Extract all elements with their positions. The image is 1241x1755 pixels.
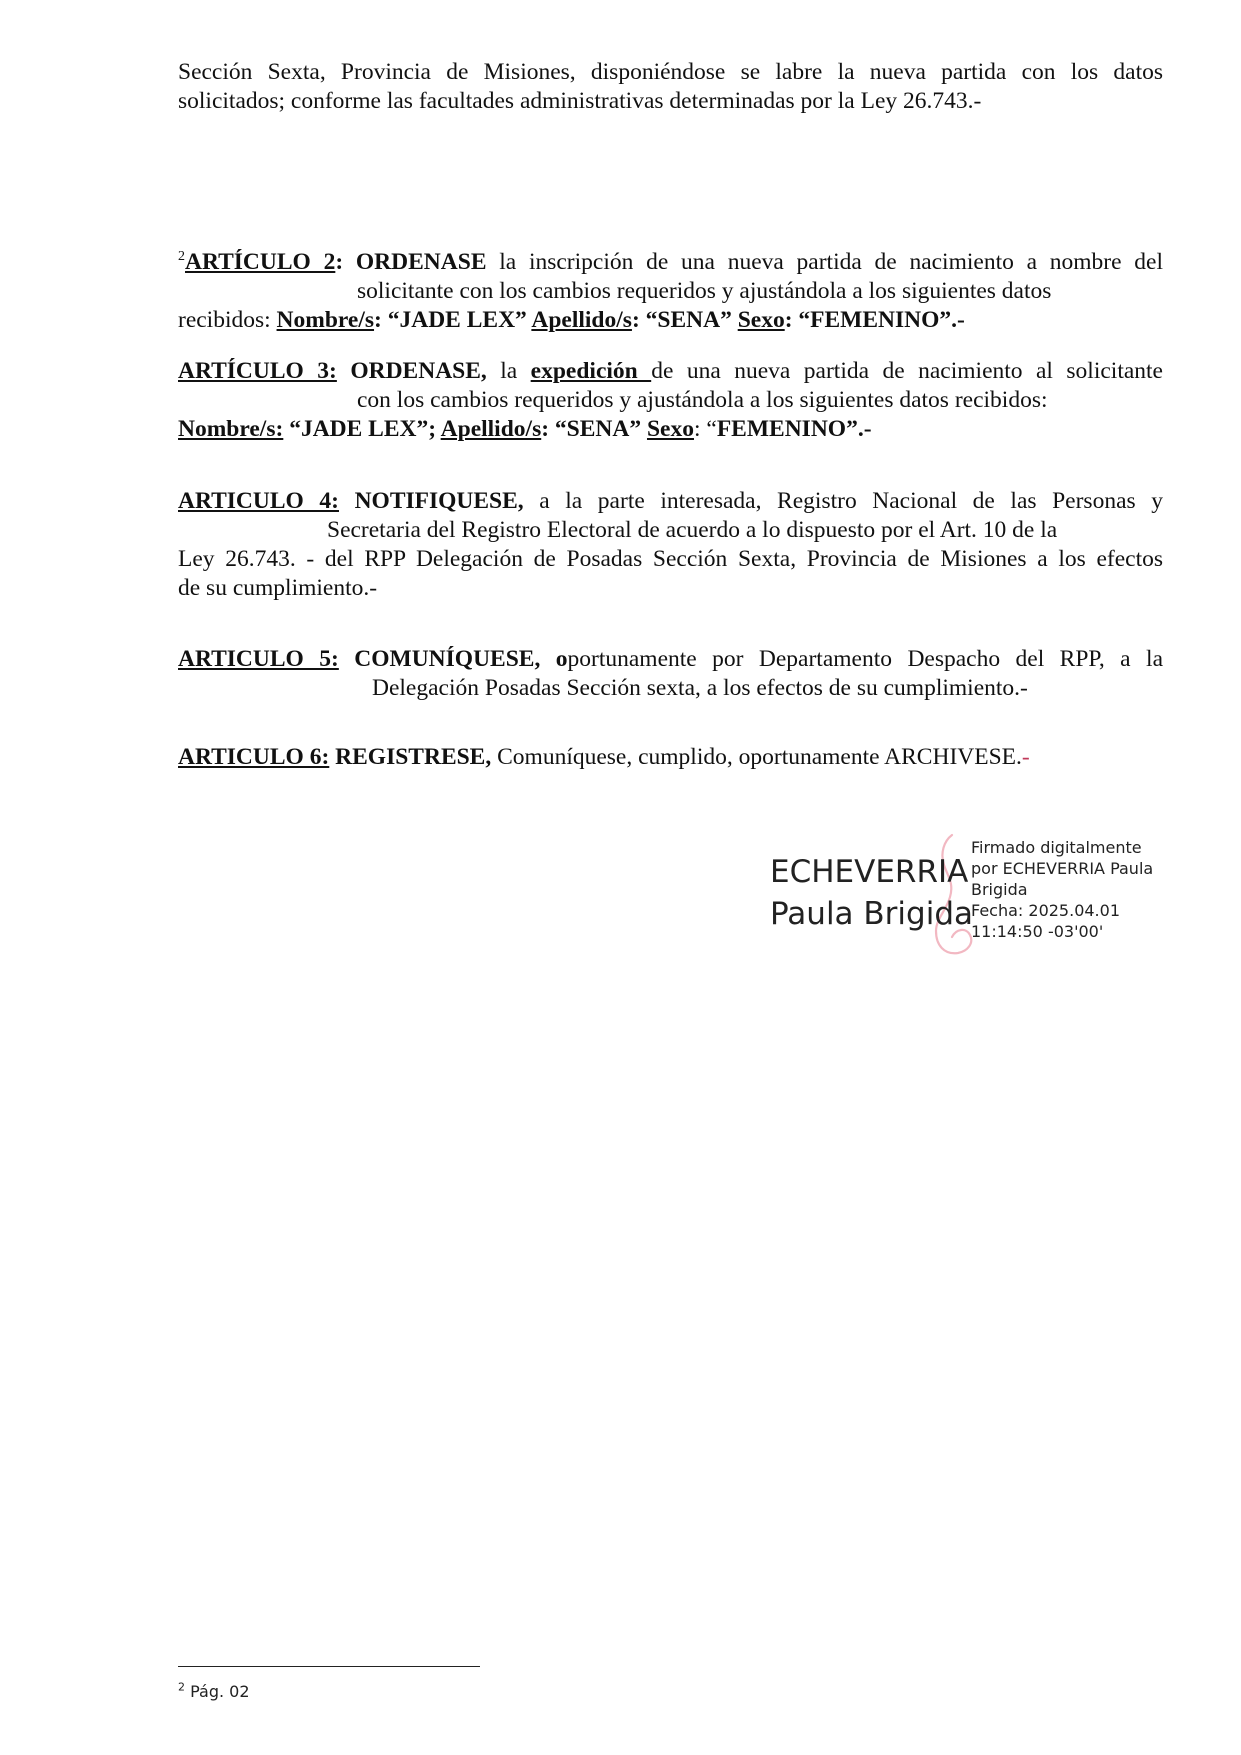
article-3-line-3: Nombre/s: “JADE LEX”; Apellido/s: “SENA” Sexo: “FEMENINO”.-: [178, 416, 872, 442]
article-2: [178, 248, 1163, 335]
article-6-line-1: ARTICULO 6: REGISTRESE, Comuníquese, cumplido, oportunamente ARCHIVESE.-: [178, 744, 1030, 770]
article-4-line-1: ARTICULO 4: NOTIFIQUESE, a la parte interesada, Registro Nacional de las Personas y: [178, 488, 1163, 514]
footnote-number: 2: [178, 1680, 185, 1694]
intro-line-2: solicitados; conforme las facultades administrativas determinadas por la Ley 26.743.-: [178, 88, 982, 114]
footnote-separator: [178, 1666, 480, 1667]
signature-details: Firmado digitalmente por ECHEVERRIA Paula Brigida Fecha: 2025.04.01 11:14:50 -03'00': [971, 838, 1154, 941]
nombre-label: Nombre/s:: [178, 416, 284, 442]
article-2-line-3: recibidos: Nombre/s: “JADE LEX” Apellido/s: “SENA” Sexo: “FEMENINO”.-: [178, 307, 965, 333]
apellido-value: : “SENA”: [631, 307, 738, 333]
sexo-value: FEMENINO”.-: [716, 416, 872, 442]
article-4-heading: ARTICULO 4:: [178, 488, 339, 514]
article-2-heading: ARTÍCULO 2: [185, 249, 336, 275]
apellido-value: : “SENA”: [541, 416, 647, 442]
article-4: [178, 487, 1163, 603]
nombre-value: “JADE LEX”;: [283, 416, 441, 442]
article-4-verb: NOTIFIQUESE,: [338, 488, 524, 514]
article-5-verb: COMUNÍQUESE, o: [338, 646, 568, 672]
article-6-heading: ARTICULO 6:: [178, 744, 330, 770]
article-2-verb: ORDENASE: [355, 249, 487, 275]
article-2-line-2: solicitante con los cambios requeridos y ajustándola a los siguientes datos: [357, 278, 1052, 304]
intro-line-1: Sección Sexta, Provincia de Misiones, disponiéndose se labre la nueva partida con los datos: [178, 59, 1163, 85]
article-4-line-3: Ley 26.743. - del RPP Delegación de Posadas Sección Sexta, Provincia de Misiones a los efectos: [178, 546, 1163, 572]
article-3-line-1: ARTÍCULO 3: ORDENASE, la expedición de una nueva partida de nacimiento al solicitante: [178, 358, 1163, 384]
apellido-label: Apellido/s: [531, 307, 632, 333]
footnote: [178, 1682, 250, 1701]
footnote-ref: 2: [178, 249, 185, 265]
article-5-line-2: Delegación Posadas Sección sexta, a los efectos de su cumplimiento.-: [372, 675, 1028, 701]
sexo-label: Sexo: [646, 416, 694, 442]
signer-name: ECHEVERRIA Paula Brigida: [770, 854, 973, 932]
nombre-label: Nombre/s: [276, 307, 375, 333]
expedicion-word: expedición: [530, 358, 652, 384]
digital-signature: [770, 823, 1190, 968]
article-6: [178, 743, 1163, 772]
apellido-label: Apellido/s: [440, 416, 542, 442]
article-5: [178, 645, 1163, 703]
article-6-verb: REGISTRESE,: [329, 744, 492, 770]
article-3-verb: ORDENASE,: [336, 358, 487, 384]
article-3-line-2: con los cambios requeridos y ajustándola a los siguientes datos recibidos:: [357, 387, 1048, 413]
article-3-heading: ARTÍCULO 3:: [178, 358, 337, 384]
article-4-line-2: Secretaria del Registro Electoral de acuerdo a lo dispuesto por el Art. 10 de la: [327, 517, 1058, 543]
intro-paragraph: [178, 58, 1163, 116]
article-5-line-1: ARTICULO 5: COMUNÍQUESE, oportunamente por Departamento Despacho del RPP, a la: [178, 646, 1163, 672]
footnote-text: Pág. 02: [185, 1682, 250, 1701]
article-3: [178, 357, 1163, 444]
sexo-label: Sexo: [737, 307, 785, 333]
article-2-line-1: $^2$ARTÍCULO 2: ORDENASE la inscripción de una nueva partida de nacimiento a nombre del: [178, 249, 1164, 275]
nombre-value: : “JADE LEX”: [374, 307, 532, 333]
sexo-value: : “FEMENINO”.-: [784, 307, 965, 333]
article-4-line-4: de su cumplimiento.-: [178, 575, 378, 601]
article-5-heading: ARTICULO 5:: [178, 646, 339, 672]
